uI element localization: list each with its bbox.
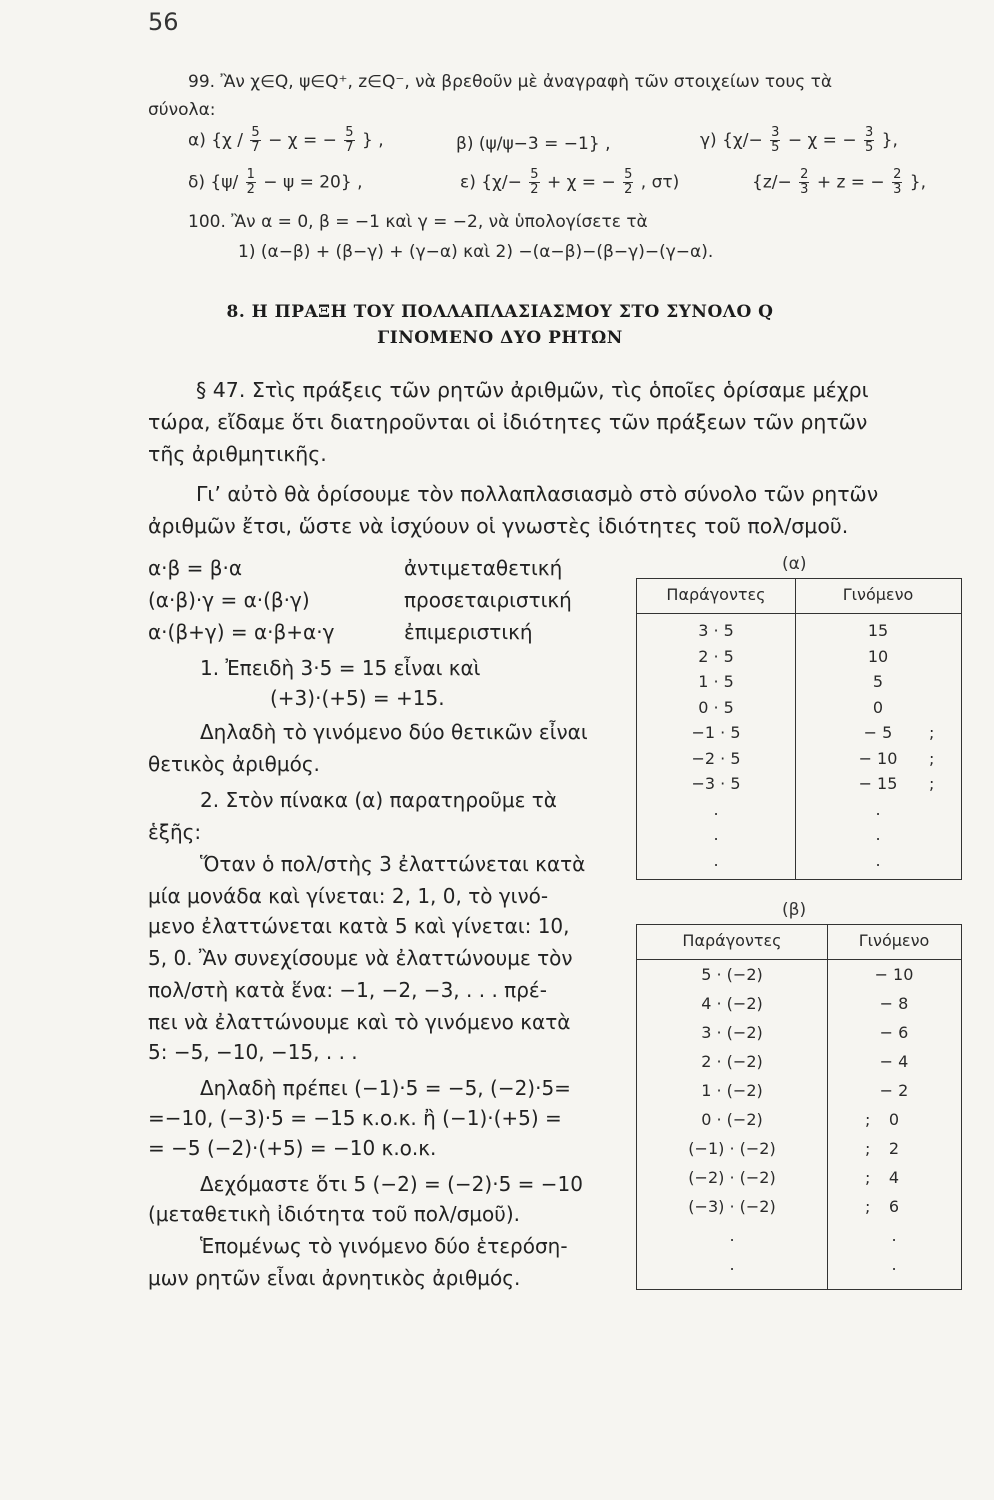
left-column-line: Ὅταν ὁ πολ/στὴς 3 ἐλαττώνεται κατὰ [200,852,586,876]
product-cell: . [875,850,881,870]
property-name: ἀντιμεταθετική [404,556,563,580]
exercise-99-intro: 99. Ἂν χ∈Q, ψ∈Q⁺, z∈Q⁻, νὰ βρεθοῦν μὲ ἀναγραφὴ τῶν στοιχείων τους τὰ [188,72,833,92]
factors-cell: 0 · (−2) [701,1110,763,1129]
para2-line1: Γι’ αὐτὸ θὰ ὁρίσουμε τὸν πολλαπλασιασμὸ στὸ σύνολο τῶν ρητῶν [196,482,879,506]
table-row [637,1226,961,1251]
factors-cell: . [713,825,719,844]
product-cell: 5 [872,672,884,691]
left-column-line: Δεχόμαστε ὅτι 5 (−2) = (−2)·5 = −10 [200,1172,583,1196]
product-cell: 2 [888,1139,900,1158]
property-formula: α·β = β·α [148,556,243,580]
factors-cell: 1 · 5 [698,672,734,691]
product-cell: 15 [867,621,889,640]
exercise-99-d [188,168,362,197]
left-column-line: = −5 (−2)·(+5) = −10 κ.ο.κ. [148,1136,437,1160]
ex99-a-frac2: $\frac{5}{7}$ [345,125,354,155]
left-column-line: μία μονάδα καὶ γίνεται: 2, 1, 0, τὸ γινό- [148,884,549,908]
factors-cell: 1 · (−2) [701,1081,763,1100]
table-a-caption: (α) [782,554,807,574]
ex99-e: ε) {χ/− [460,172,522,193]
factors-cell: (−3) · (−2) [688,1197,776,1216]
product-cell: − 10 [858,748,898,768]
para2-line2: ἀριθμῶν ἔτσι, ὥστε νὰ ἰσχύουν οἱ γνωστὲς ἰδιότητες τοῦ πολ/σμοῦ. [148,514,849,538]
table-b-header-factors: Παράγοντες [682,931,782,950]
ex99-e-end: , στ) [640,172,680,193]
ex99-e-frac1: $\frac{5}{2}$ [530,167,539,197]
factors-cell: 3 · (−2) [701,1023,763,1042]
table-row [637,1081,961,1106]
left-column-line: (+3)·(+5) = +15. [270,686,445,710]
factors-cell: −1 · 5 [691,723,741,742]
table-row [637,800,961,825]
ex99-b: β) (ψ/ψ−3 = −1} , [456,134,611,154]
section-subtitle: ΓΙΝΟΜΕΝΟ ΔΥΟ ΡΗΤΩΝ [377,328,623,348]
left-column-line: 2. Στὸν πίνακα (α) παρατηροῦμε τὰ [200,788,557,812]
table-b [636,924,962,1290]
ex99-a-mid: − χ = − [268,130,337,151]
table-row [637,749,961,774]
left-column-line: Δηλαδὴ τὸ γινόμενο δύο θετικῶν εἶναι [200,720,588,744]
product-cell: 4 [888,1168,900,1187]
table-a-header-factors: Παράγοντες [666,585,766,604]
separator-cell: ; [865,1197,871,1216]
product-cell: − 4 [879,1052,909,1071]
table-row [637,723,961,748]
table-row [637,825,961,850]
left-column-line: μων ρητῶν εἶναι ἀρνητικὸς ἀριθμός. [148,1266,521,1290]
factors-cell: 2 · (−2) [701,1052,763,1071]
table-row [637,672,961,697]
table-row [637,965,961,990]
factors-cell: . [713,850,719,870]
factors-cell: (−1) · (−2) [688,1139,776,1158]
left-column-line: πολ/στὴ κατὰ ἕνα: −1, −2, −3, . . . πρέ- [148,978,547,1002]
factors-cell: 2 · 5 [698,646,734,666]
product-cell: − 5 [863,723,893,742]
table-row [637,698,961,723]
product-cell: . [891,1255,897,1274]
para47-line1: § 47. Στὶς πράξεις τῶν ρητῶν ἀριθμῶν, τὶς ὁποῖες ὁρίσαμε μέχρι [196,378,869,402]
table-a [636,578,962,880]
product-cell: − 15 [858,774,898,793]
exercise-99-e [460,168,679,197]
ex99-f-mid: + z = − [816,172,885,193]
ex99-f-end: }, [909,172,927,193]
ex99-d: δ) {ψ/ [188,172,239,193]
product-cell: . [875,825,881,844]
factors-cell: . [729,1255,735,1274]
ex99-e-frac2: $\frac{5}{2}$ [624,167,633,197]
product-cell: . [891,1226,897,1245]
product-cell: − 2 [879,1081,909,1100]
ex99-f-frac1: $\frac{2}{3}$ [800,167,809,197]
table-row [637,851,961,876]
ex99-c-frac2: $\frac{3}{5}$ [864,125,874,155]
table-row [637,1023,961,1048]
product-cell: 6 [888,1197,900,1216]
ex99-c: γ) {χ/− [700,130,763,151]
exercise-99-intro2: σύνολα: [148,100,216,120]
factors-cell: . [729,1226,735,1245]
table-b-caption: (β) [782,900,807,920]
separator-cell: ; [865,1168,871,1187]
exercise-100-line1: 100. Ἂν α = 0, β = −1 καὶ γ = −2, νὰ ὑπολογίσετε τὰ [188,212,648,232]
product-cell: − 6 [879,1023,909,1042]
left-column-line: (μεταθετικὴ ἰδιότητα τοῦ πολ/σμοῦ). [148,1202,520,1226]
table-row [637,774,961,799]
table-row [637,1052,961,1077]
factors-cell: 4 · (−2) [701,994,763,1013]
left-column-line: 5: −5, −10, −15, . . . [148,1040,358,1064]
factors-cell: 0 · 5 [698,697,734,717]
table-row [637,1197,961,1222]
factors-cell: −3 · 5 [691,774,741,793]
ex99-c-frac1: $\frac{3}{5}$ [771,125,780,155]
product-cell: − 10 [874,965,914,984]
table-row [637,1168,961,1193]
ex99-d-end: − ψ = 20} , [263,172,363,193]
separator-cell: ; [929,723,935,742]
product-cell: − 8 [879,994,909,1013]
table-a-header-product: Γινόμενο [842,585,914,604]
para47-line3: τῆς ἀριθμητικῆς. [148,442,327,466]
table-row [637,1110,961,1135]
page-number: 56 [148,8,179,36]
table-b-header-product: Γινόμενο [858,931,930,950]
factors-cell: −2 · 5 [691,748,741,768]
ex99-e-mid: + χ = − [546,172,616,193]
ex99-f: {z/− [752,172,792,193]
table-row [637,647,961,672]
exercise-100-line2: 1) (α−β) + (β−γ) + (γ−α) καὶ 2) −(α−β)−(β−γ)−(γ−α). [238,242,714,262]
left-column-line: ἑξῆς: [148,820,202,844]
factors-cell: (−2) · (−2) [688,1168,776,1187]
left-column-line: Δηλαδὴ πρέπει (−1)·5 = −5, (−2)·5= [200,1076,571,1100]
product-cell: . [875,799,881,819]
section-title: 8. Η ΠΡΑΞΗ ΤΟΥ ΠΟΛΛΑΠΛΑΣΙΑΣΜΟΥ ΣΤΟ ΣΥΝΟΛΟ Q [226,302,774,322]
left-column-line: =−10, (−3)·5 = −15 κ.ο.κ. ἢ (−1)·(+5) = [148,1106,562,1130]
table-row [637,994,961,1019]
left-column-line: πει νὰ ἐλαττώνουμε καὶ τὸ γινόμενο κατὰ [148,1010,571,1034]
product-cell: 0 [872,697,884,717]
property-name: ἐπιμεριστική [404,620,533,644]
factors-cell: 3 · 5 [698,621,734,640]
table-row [637,1139,961,1164]
left-column-line: 1. Ἐπειδὴ 3·5 = 15 εἶναι καὶ [200,656,481,680]
ex99-f-frac2: $\frac{2}{3}$ [893,167,902,197]
factors-cell: 5 · (−2) [701,965,763,984]
left-column-line: μενο ἐλαττώνεται κατὰ 5 καὶ γίνεται: 10, [148,914,570,938]
separator-cell: ; [929,774,935,793]
exercise-99-row1 [188,126,384,155]
separator-cell: ; [929,748,935,768]
separator-cell: ; [865,1110,871,1129]
ex99-c-mid: − χ = − [787,130,857,151]
property-name: προσεταιριστική [404,588,572,612]
exercise-99-c [700,126,898,155]
factors-cell: . [713,799,719,819]
product-cell: 10 [867,646,889,666]
exercise-99-f [752,168,926,197]
ex99-a-end: } , [361,130,384,151]
ex99-a: α) {χ / [188,130,244,151]
table-row [637,1255,961,1280]
property-formula: α·(β+γ) = α·β+α·γ [148,620,335,644]
ex99-a-frac1: $\frac{5}{7}$ [251,125,260,155]
ex99-d-frac: $\frac{1}{2}$ [246,167,255,197]
property-formula: (α·β)·γ = α·(β·γ) [148,588,310,612]
table-row [637,621,961,646]
ex99-c-end: }, [881,130,898,151]
separator-cell: ; [865,1139,871,1158]
product-cell: 0 [888,1110,900,1129]
left-column-line: 5, 0. Ἂν συνεχίσουμε νὰ ἐλαττώνουμε τὸν [148,946,573,970]
left-column-line: Ἑπομένως τὸ γινόμενο δύο ἑτερόση- [200,1234,568,1258]
left-column-line: θετικὸς ἀριθμός. [148,752,320,776]
para47-line2: τώρα, εἴδαμε ὅτι διατηροῦνται οἱ ἰδιότητες τῶν πράξεων τῶν ρητῶν [148,410,868,434]
